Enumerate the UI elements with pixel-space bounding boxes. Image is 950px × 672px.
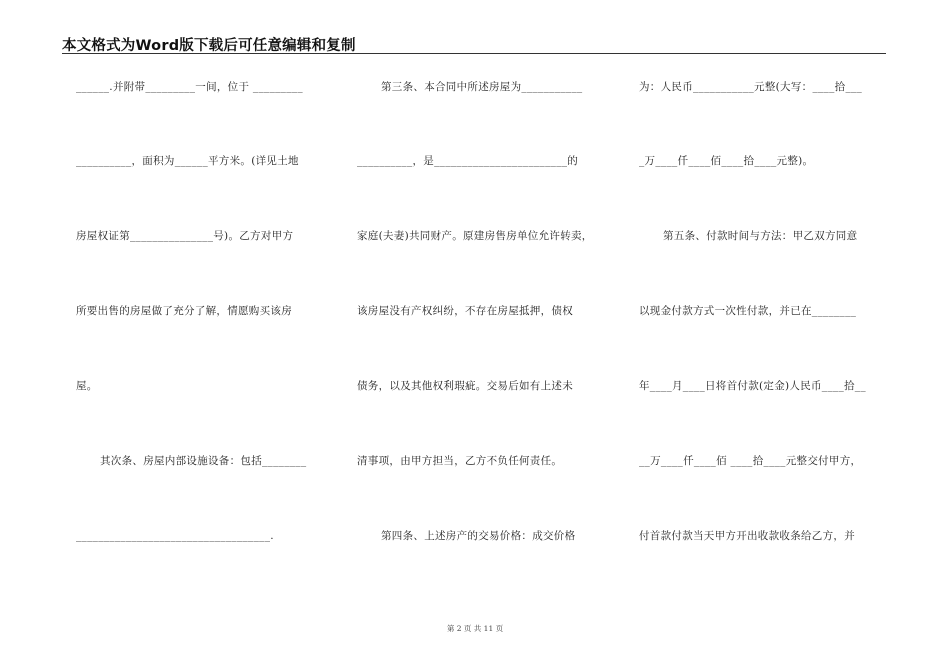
text-line: 第四条、上述房产的交易价格：成交价格 <box>381 530 576 542</box>
text-line: 所要出售的房屋做了充分了解，情愿购买该房 <box>76 305 292 317</box>
text-line: 家庭(夫妻)共同财产。原建房售房单位允许转卖， <box>357 230 593 242</box>
text-line: _万____仟____佰____拾____元整)。 <box>639 155 814 167</box>
text-line: __万____仟____佰 ____拾____元整交付甲方， <box>639 455 862 467</box>
text-line: 年____月____日将首付款(定金)人民币____拾__ <box>639 380 866 392</box>
header-divider <box>62 53 886 54</box>
text-line: 付首款付款当天甲方开出收款收条给乙方，并 <box>639 530 855 542</box>
text-line: 房屋权证第_______________号)。乙方对甲方 <box>76 230 294 242</box>
text-line: 为：人民币___________元整(大写：____拾___ <box>639 81 863 93</box>
text-line: 清事项，由甲方担当，乙方不负任何责任。 <box>357 455 563 467</box>
page-number-footer: 第 2 页 共 11 页 <box>446 624 504 633</box>
text-line: 屋。 <box>76 380 98 392</box>
document-header-title: 本文格式为Word版下载后可任意编辑和复制 <box>62 38 356 54</box>
text-line: 债务，以及其他权利瑕疵。交易后如有上述未 <box>357 380 573 392</box>
text-line: 其次条、房屋内部设施设备：包括________ <box>100 455 307 467</box>
text-line: 该房屋没有产权纠纷，不存在房屋抵押，债权 <box>357 305 573 317</box>
text-line: ___________________________________. <box>76 530 274 542</box>
text-line: __________，面积为______平方米。(详见土地 <box>76 155 299 167</box>
text-line: 第五条、付款时间与方法：甲乙双方同意 <box>663 230 858 242</box>
text-line: __________，是________________________的 <box>357 155 579 167</box>
text-line: 第三条、本合同中所述房屋为___________ <box>381 81 583 93</box>
text-line: 以现金付款方式一次性付款，并已在________ <box>639 305 857 317</box>
text-line: ______.并附带_________一间，位于 _________ <box>76 81 303 93</box>
